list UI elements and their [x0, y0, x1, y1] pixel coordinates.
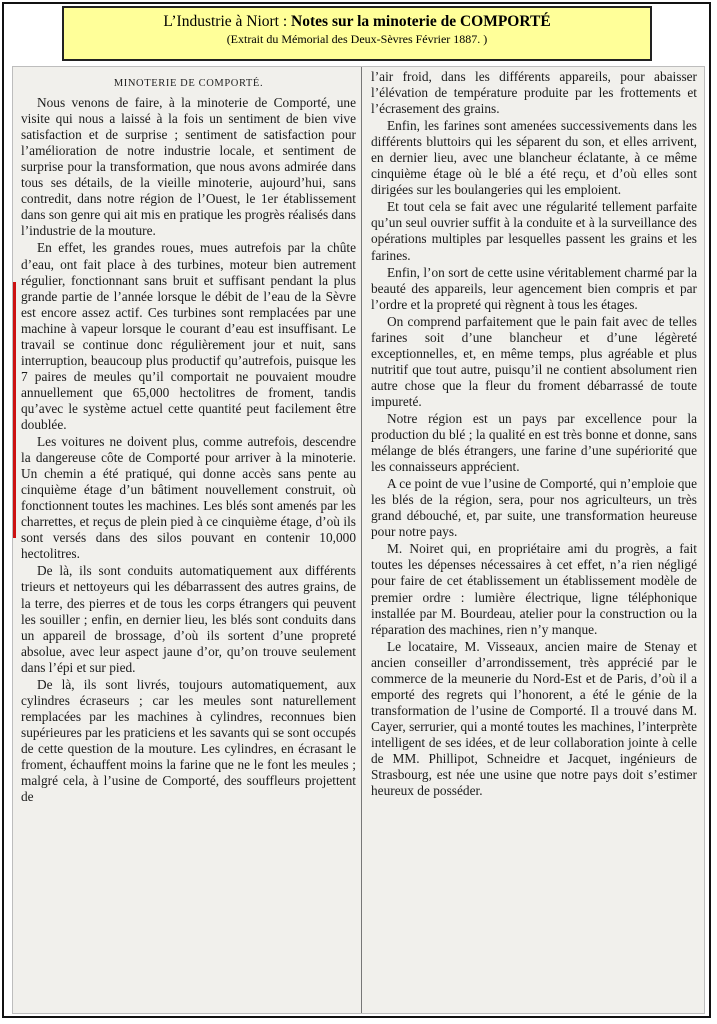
article-paragraph: M. Noiret qui, en propriétaire ami du progrès, a fait toutes les dépenses nécessaires à cet effet, n’a rien négligé pour faire de cet établissement un établissement modèle de premier ordre : lumière électrique, ligne téléphonique installée par M. Bourdeau, atelier pour la construction ou la réparation des machines, rien n’y manque. — [371, 541, 697, 637]
article-paragraph: Le locataire, M. Visseaux, ancien maire de Stenay et ancien conseiller d’arrondissement, très apprécié par le commerce de la meunerie du Nord-Est et de Paris, d’où il a emporté des regrets qui l’honorent, a été le génie de la transformation de l’usine de Comporté. Il a trouvé dans M. Cayer, serrurier, qui a monté toutes les machines, l’interprète intelligent de ses idées, et de leur collaboration jointe à celle de MM. Phillipot, Schneidre et Jacquet, ingénieurs de Strasbourg, est née une usine que notre pays doit s’estimer heureux de posséder. — [371, 638, 697, 799]
article-paragraph: On comprend parfaitement que le pain fait avec de telles farines soit d’une blancheur et d’une légèreté exceptionnelles, et, en même temps, plus agréable et plus nutritif que tout autre, puisqu’il ne contient absolument rien autre chose que la fleur du froment débarrassé de toute impureté. — [371, 313, 697, 409]
article-paragraph: A ce point de vue l’usine de Comporté, qui n’emploie que les blés de la région, sera, pour nos agriculteurs, un très grand débouché, et, par suite, une transformation heureuse pour notre pays. — [371, 476, 697, 540]
article-paragraph: De là, ils sont conduits automatiquement aux différents trieurs et nettoyeurs qui les débarrassent des autres grains, de la terre, des pierres et de tous les corps étrangers qui peuvent les souiller ; enfin, en dernier lieu, les blés sont conduits dans un appareil de brossage, d’où ils sortent d’une propreté absolue, avec leur aspect jaune d’or, qu’on trouve seulement dans l’épi et sur pied. — [21, 563, 356, 675]
title-banner — [62, 6, 652, 61]
column-divider — [361, 67, 362, 1013]
article-paragraph: Et tout cela se fait avec une régularité tellement parfaite qu’un seul ouvrier suffit à la conduite et à la surveillance des opérations multiples par lesquelles passent les grains et les farines. — [371, 199, 697, 263]
newspaper-clipping — [12, 66, 705, 1014]
banner-title-main: Notes sur la minoterie de COMPORTÉ — [291, 13, 551, 30]
banner-title — [64, 13, 650, 31]
banner-subtitle: (Extrait du Mémorial des Deux-Sèvres Février 1887. ) — [226, 32, 488, 46]
article-column-right — [371, 69, 697, 1013]
banner-title-prefix: L’Industrie à Niort : — [163, 13, 292, 30]
red-margin-marker — [13, 282, 16, 538]
article-column-left — [21, 69, 356, 1013]
article-heading: MINOTERIE DE COMPORTÉ. — [113, 78, 264, 89]
article-paragraph: De là, ils sont livrés, toujours automatiquement, aux cylindres écraseurs ; car les meules sont naturellement remplacées par les machines à cylindres, reconnues bien supérieures par les praticiens et les savants qui se sont occupés de cette question de la mouture. Les cylindres, en écrasant le froment, échauffent moins la farine que ne le font les meules ; malgré cela, à l’usine de Comporté, des souffleurs projettent de — [21, 676, 356, 805]
article-paragraph: Les voitures ne doivent plus, comme autrefois, descendre la dangereuse côte de Comporté pour arriver à la minoterie. Un chemin a été pratiqué, qui donne accès sans pente au cinquième étage d’un bâtiment nouvellement construit, où fonctionnent toutes les machines. Les blés sont amenés par les charrettes, et reçus de plein pied à ce cinquième étage, d’où ils sont versés dans des silos pouvant en contenir 10,000 hectolitres. — [21, 434, 356, 562]
article-paragraph: Nous venons de faire, à la minoterie de Comporté, une visite qui nous a laissé à la fois un sentiment de bien vive satisfaction et de surprise ; sentiment de satisfaction pour l’amélioration de notre industrie locale, et sentiment de surprise pour la transformation, que nous avons admirée dans tous ses détails, de la vieille minoterie, aujourd’hui, sans contredit, dans notre région de l’Ouest, le 1er établissement dans son genre qui ait mis en pratique les progrès réalisés dans l’industrie de la mouture. — [21, 95, 356, 239]
article-paragraph: Enfin, l’on sort de cette usine véritablement charmé par la beauté des appareils, leur agencement bien compris et par l’ordre et la propreté qui règnent à tous les étages. — [371, 264, 697, 312]
article-paragraph: Notre région est un pays par excellence pour la production du blé ; la qualité en est très bonne et donne, sans mélange de blés étrangers, une farine d’une supériorité que les connaisseurs apprécient. — [371, 410, 697, 475]
article-paragraph: l’air froid, dans les différents appareils, pour abaisser l’élévation de température produite par les frottements et l’écrasement des grains. — [371, 69, 697, 117]
article-paragraph: En effet, les grandes roues, mues autrefois par la chûte d’eau, ont fait place à des turbines, moteur bien autrement régulier, fonctionnant sans bruit et suffisant pendant la plus grande partie de l’année lorsque le débit de l’eau de la Sèvre est encore assez actif. Ces turbines sont remplacées par une machine à vapeur lorsque le courant d’eau est insuffisant. Le travail se continue donc régulièrement jour et nuit, sans interruption, beaucoup plus productif qu’autrefois, puisque les 7 paires de meules qu’il comportait ne pouvaient moudre annuellement que 65,000 hectolitres de froment, tandis qu’avec le système actuel cette quantité peut facilement être doublée. — [21, 240, 356, 432]
article-paragraph: Enfin, les farines sont amenées successivements dans les différents bluttoirs qui les séparent du son, et elles arrivent, en dernier lieu, avec une blancheur éclatante, à ce même cinquième étage où le blé a été reçu, et d’où elles sont dirigées sur les boulangeries qui les emploient. — [371, 118, 697, 198]
